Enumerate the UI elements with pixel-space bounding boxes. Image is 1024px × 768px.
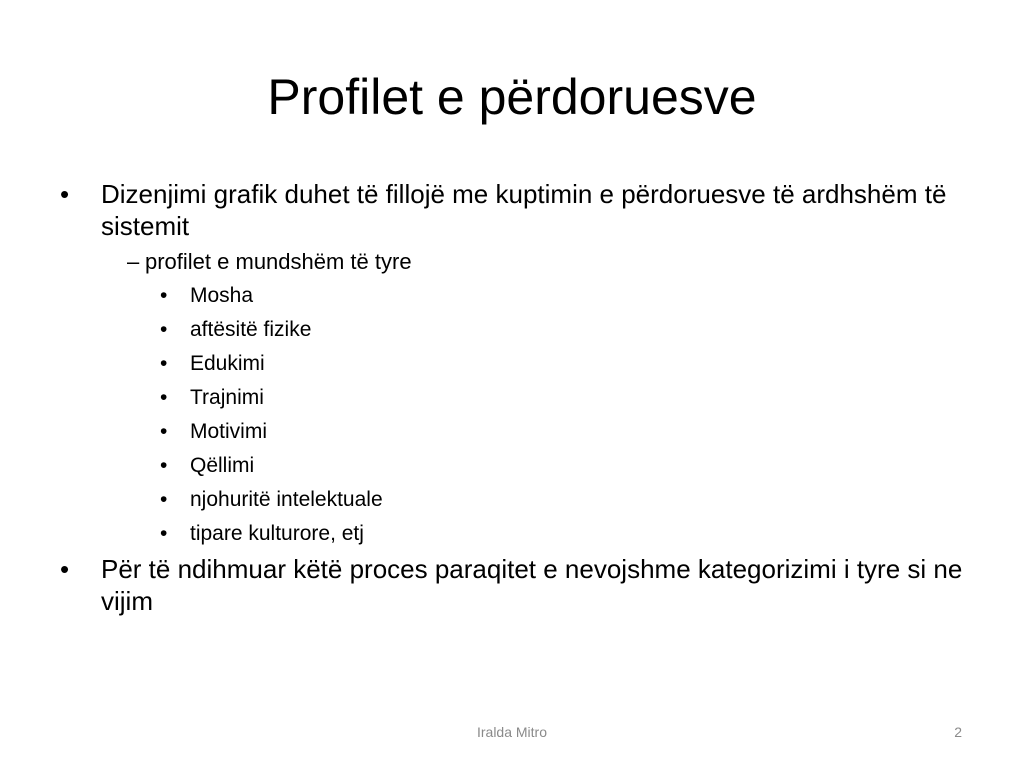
bullet-icon: • bbox=[160, 318, 168, 341]
list-item-text: Edukimi bbox=[190, 352, 265, 375]
dash-icon: – bbox=[127, 249, 140, 274]
sub-list bbox=[60, 247, 970, 277]
list-item-text: Trajnimi bbox=[190, 386, 264, 409]
list-item-text: Qëllimi bbox=[190, 454, 255, 477]
bullet-icon: • bbox=[60, 179, 70, 209]
list-item-text: njohuritë intelektuale bbox=[190, 488, 383, 511]
bullet-list bbox=[60, 553, 970, 617]
bullet-icon: • bbox=[160, 284, 168, 307]
bullet-icon: • bbox=[160, 522, 168, 545]
bullet-text: Për të ndihmuar këtë proces paraqitet e nevojshme kategorizimi i tyre si ne vijim bbox=[101, 554, 963, 616]
list-item bbox=[160, 281, 970, 311]
list-item bbox=[60, 178, 970, 242]
bullet-icon: • bbox=[160, 386, 168, 409]
list-item-text: tipare kulturore, etj bbox=[190, 522, 364, 545]
bullet-list bbox=[60, 178, 970, 242]
bullet-icon: • bbox=[160, 488, 168, 511]
list-item bbox=[128, 247, 970, 277]
bullet-icon: • bbox=[160, 420, 168, 443]
bullet-icon: • bbox=[160, 352, 168, 375]
list-item-text: Motivimi bbox=[190, 420, 267, 443]
bullet-text: Dizenjimi grafik duhet të fillojë me kuptimin e përdoruesve të ardhshëm të sistemit bbox=[101, 179, 947, 241]
slide-number: 2 bbox=[954, 724, 962, 740]
list-item bbox=[160, 519, 970, 549]
bullet-icon: • bbox=[60, 554, 70, 584]
slide-title: Profilet e përdoruesve bbox=[267, 69, 757, 125]
list-item bbox=[160, 485, 970, 515]
list-item bbox=[160, 417, 970, 447]
list-item-text: Mosha bbox=[190, 284, 254, 307]
slide-body bbox=[60, 178, 970, 622]
list-item bbox=[160, 349, 970, 379]
list-item bbox=[60, 553, 970, 617]
list-item bbox=[160, 451, 970, 481]
footer-author: Iralda Mitro bbox=[476, 724, 548, 740]
list-item-text: aftësitë fizike bbox=[190, 318, 312, 341]
bullet-icon: • bbox=[160, 454, 168, 477]
list-item bbox=[160, 383, 970, 413]
list-item bbox=[160, 315, 970, 345]
sub-sub-list bbox=[60, 281, 970, 549]
sub-item-text: profilet e mundshëm të tyre bbox=[145, 249, 412, 274]
